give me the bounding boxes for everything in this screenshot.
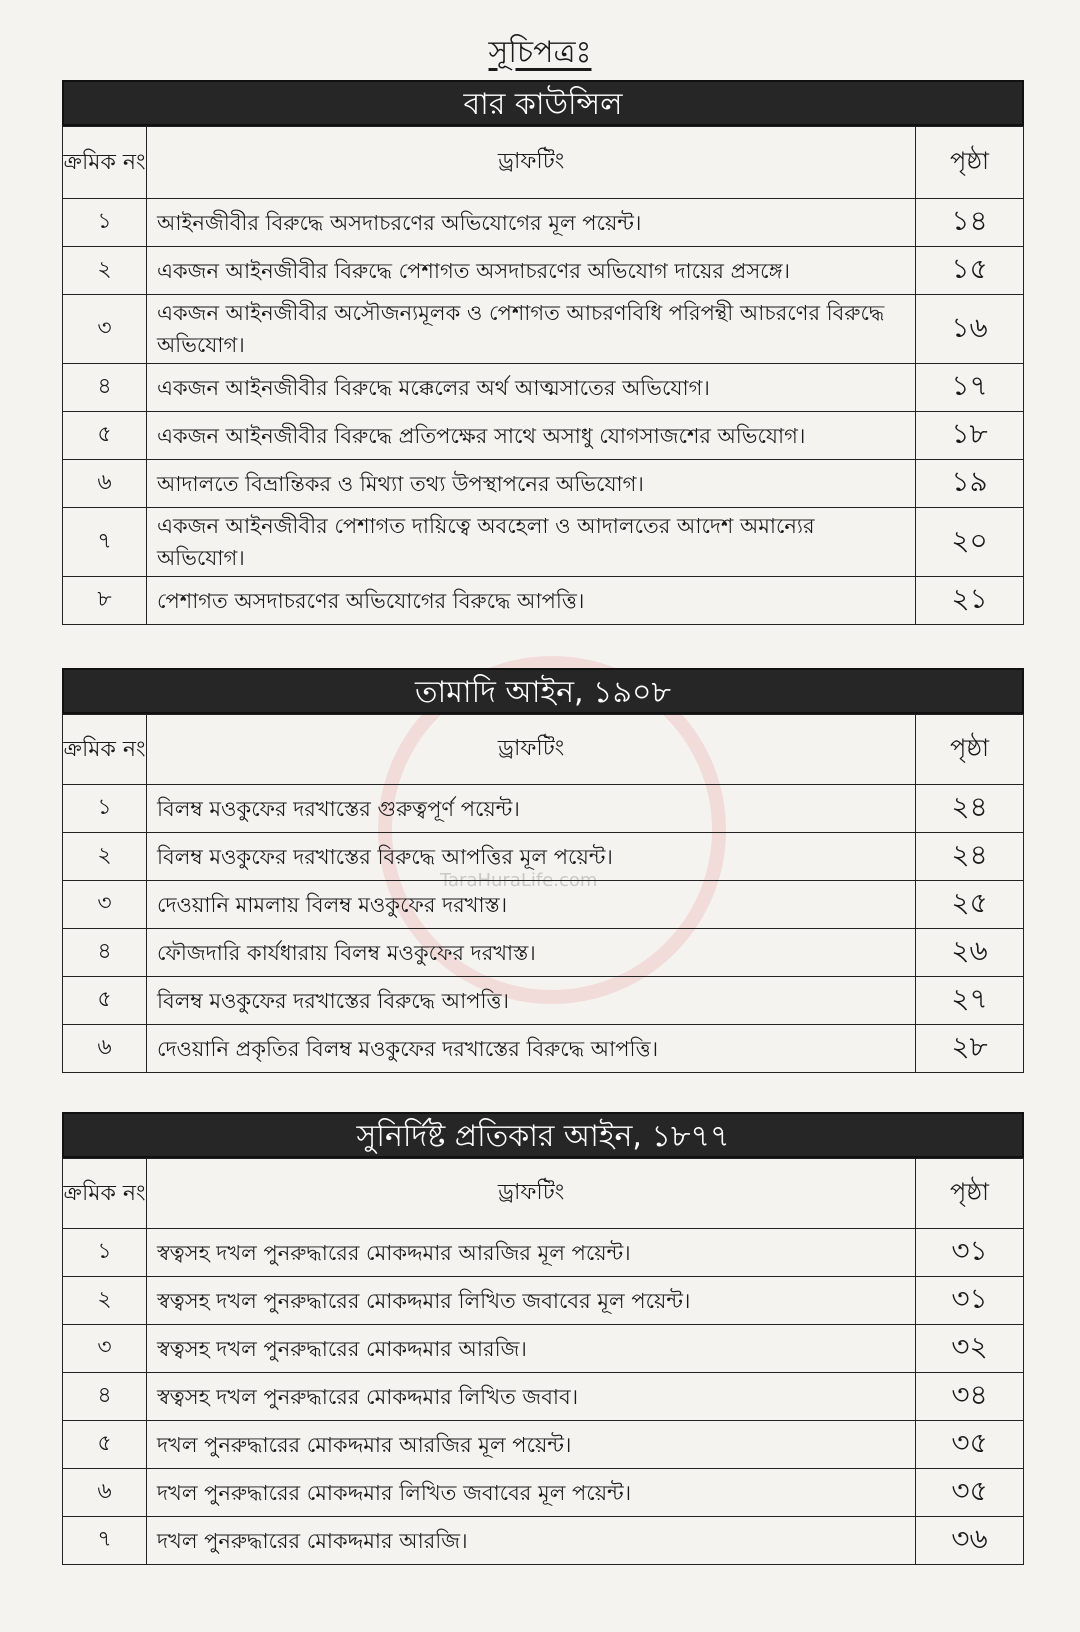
row-serial: ৫ bbox=[63, 1421, 147, 1469]
row-serial: ৭ bbox=[63, 1517, 147, 1565]
row-page: ২৭ bbox=[916, 977, 1024, 1025]
row-title: স্বত্বসহ দখল পুনরুদ্ধারের মোকদ্দমার আরজি। bbox=[147, 1325, 916, 1373]
table-row bbox=[63, 1469, 1024, 1517]
row-page: ৩৪ bbox=[916, 1373, 1024, 1421]
row-serial: ৬ bbox=[63, 1025, 147, 1073]
row-title: পেশাগত অসদাচরণের অভিযোগের বিরুদ্ধে আপত্তি। bbox=[147, 577, 916, 625]
row-page: ২৫ bbox=[916, 881, 1024, 929]
table-row bbox=[63, 1373, 1024, 1421]
row-title: একজন আইনজীবীর পেশাগত দায়িত্বে অবহেলা ও আদালতের আদেশ অমান্যের অভিযোগ। bbox=[147, 508, 916, 577]
row-title: বিলম্ব মওকুফের দরখাস্তের বিরুদ্ধে আপত্তি। bbox=[147, 977, 916, 1025]
row-page: ২০ bbox=[916, 508, 1024, 577]
row-serial: ৭ bbox=[63, 508, 147, 577]
table-row bbox=[63, 412, 1024, 460]
row-page: ১৮ bbox=[916, 412, 1024, 460]
row-title: আইনজীবীর বিরুদ্ধে অসদাচরণের অভিযোগের মূল পয়েন্ট। bbox=[147, 199, 916, 247]
row-serial: ৬ bbox=[63, 1469, 147, 1517]
table-header-row bbox=[63, 127, 1024, 199]
header-drafting: ড্রাফটিং bbox=[147, 1159, 916, 1229]
section-title: তামাদি আইন, ১৯০৮ bbox=[62, 668, 1024, 714]
row-title: একজন আইনজীবীর বিরুদ্ধে পেশাগত অসদাচরণের অভিযোগ দায়ের প্রসঙ্গে। bbox=[147, 247, 916, 295]
row-serial: ৬ bbox=[63, 460, 147, 508]
table-row bbox=[63, 1277, 1024, 1325]
row-serial: ৫ bbox=[63, 412, 147, 460]
row-serial: ৪ bbox=[63, 364, 147, 412]
table-row bbox=[63, 1325, 1024, 1373]
table-row bbox=[63, 199, 1024, 247]
table-row bbox=[63, 1421, 1024, 1469]
row-serial: ২ bbox=[63, 833, 147, 881]
row-serial: ২ bbox=[63, 247, 147, 295]
row-serial: ৪ bbox=[63, 1373, 147, 1421]
row-page: ১৭ bbox=[916, 364, 1024, 412]
row-page: ২১ bbox=[916, 577, 1024, 625]
table-row bbox=[63, 1517, 1024, 1565]
row-page: ২৪ bbox=[916, 833, 1024, 881]
row-title: দখল পুনরুদ্ধারের মোকদ্দমার আরজির মূল পয়েন্ট। bbox=[147, 1421, 916, 1469]
row-title: একজন আইনজীবীর বিরুদ্ধে মক্কেলের অর্থ আত্মসাতের অভিযোগ। bbox=[147, 364, 916, 412]
row-page: ১৪ bbox=[916, 199, 1024, 247]
table-row bbox=[63, 833, 1024, 881]
table-row bbox=[63, 881, 1024, 929]
row-title: দেওয়ানি মামলায় বিলম্ব মওকুফের দরখাস্ত। bbox=[147, 881, 916, 929]
row-serial: ১ bbox=[63, 1229, 147, 1277]
row-title: দখল পুনরুদ্ধারের মোকদ্দমার আরজি। bbox=[147, 1517, 916, 1565]
row-page: ৩২ bbox=[916, 1325, 1024, 1373]
row-page: ৩১ bbox=[916, 1277, 1024, 1325]
row-serial: ৩ bbox=[63, 295, 147, 364]
row-serial: ৫ bbox=[63, 977, 147, 1025]
row-serial: ১ bbox=[63, 199, 147, 247]
table-header-row bbox=[63, 1159, 1024, 1229]
row-serial: ৮ bbox=[63, 577, 147, 625]
watermark-text: TaraHuraLife.com bbox=[440, 870, 598, 891]
table-row bbox=[63, 247, 1024, 295]
header-page: পৃষ্ঠা bbox=[916, 715, 1024, 785]
row-page: ২৮ bbox=[916, 1025, 1024, 1073]
header-serial: ক্রমিক নং bbox=[63, 1159, 147, 1229]
row-title: দেওয়ানি প্রকৃতির বিলম্ব মওকুফের দরখাস্তের বিরুদ্ধে আপত্তি। bbox=[147, 1025, 916, 1073]
table-header-row bbox=[63, 715, 1024, 785]
row-serial: ৩ bbox=[63, 881, 147, 929]
header-page: পৃষ্ঠা bbox=[916, 1159, 1024, 1229]
row-page: ৩৫ bbox=[916, 1469, 1024, 1517]
row-serial: ২ bbox=[63, 1277, 147, 1325]
row-page: ৩৬ bbox=[916, 1517, 1024, 1565]
toc-table bbox=[62, 126, 1024, 625]
table-row bbox=[63, 785, 1024, 833]
table-row bbox=[63, 929, 1024, 977]
row-serial: ৩ bbox=[63, 1325, 147, 1373]
row-page: ২৬ bbox=[916, 929, 1024, 977]
section-bar-council bbox=[62, 80, 1024, 625]
section-limitation-act bbox=[62, 668, 1024, 1073]
row-page: ৩১ bbox=[916, 1229, 1024, 1277]
row-title: আদালতে বিভ্রান্তিকর ও মিথ্যা তথ্য উপস্থাপনের অভিযোগ। bbox=[147, 460, 916, 508]
row-title: দখল পুনরুদ্ধারের মোকদ্দমার লিখিত জবাবের মূল পয়েন্ট। bbox=[147, 1469, 916, 1517]
table-row bbox=[63, 508, 1024, 577]
row-page: ১৯ bbox=[916, 460, 1024, 508]
row-page: ২৪ bbox=[916, 785, 1024, 833]
row-title: স্বত্বসহ দখল পুনরুদ্ধারের মোকদ্দমার লিখিত জবাবের মূল পয়েন্ট। bbox=[147, 1277, 916, 1325]
header-page: পৃষ্ঠা bbox=[916, 127, 1024, 199]
table-row bbox=[63, 577, 1024, 625]
table-row bbox=[63, 460, 1024, 508]
header-drafting: ড্রাফটিং bbox=[147, 127, 916, 199]
table-row bbox=[63, 295, 1024, 364]
row-title: বিলম্ব মওকুফের দরখাস্তের গুরুত্বপূর্ণ পয়েন্ট। bbox=[147, 785, 916, 833]
row-title: স্বত্বসহ দখল পুনরুদ্ধারের মোকদ্দমার লিখিত জবাব। bbox=[147, 1373, 916, 1421]
section-title: সুনির্দিষ্ট প্রতিকার আইন, ১৮৭৭ bbox=[62, 1112, 1024, 1158]
page-title bbox=[0, 28, 1080, 79]
table-row bbox=[63, 1229, 1024, 1277]
page-title-text: সূচিপত্রঃ bbox=[488, 35, 592, 70]
toc-table bbox=[62, 1158, 1024, 1565]
table-row bbox=[63, 364, 1024, 412]
row-page: ১৫ bbox=[916, 247, 1024, 295]
table-row bbox=[63, 1025, 1024, 1073]
table-row bbox=[63, 977, 1024, 1025]
section-title: বার কাউন্সিল bbox=[62, 80, 1024, 126]
toc-table bbox=[62, 714, 1024, 1073]
row-title: বিলম্ব মওকুফের দরখাস্তের বিরুদ্ধে আপত্তির মূল পয়েন্ট। bbox=[147, 833, 916, 881]
row-title: একজন আইনজীবীর বিরুদ্ধে প্রতিপক্ষের সাথে অসাধু যোগসাজশের অভিযোগ। bbox=[147, 412, 916, 460]
header-serial: ক্রমিক নং bbox=[63, 127, 147, 199]
header-drafting: ড্রাফটিং bbox=[147, 715, 916, 785]
row-page: ৩৫ bbox=[916, 1421, 1024, 1469]
row-serial: ৪ bbox=[63, 929, 147, 977]
row-serial: ১ bbox=[63, 785, 147, 833]
section-specific-relief-act bbox=[62, 1112, 1024, 1565]
header-serial: ক্রমিক নং bbox=[63, 715, 147, 785]
row-title: ফৌজদারি কার্যধারায় বিলম্ব মওকুফের দরখাস্ত। bbox=[147, 929, 916, 977]
row-page: ১৬ bbox=[916, 295, 1024, 364]
row-title: স্বত্বসহ দখল পুনরুদ্ধারের মোকদ্দমার আরজির মূল পয়েন্ট। bbox=[147, 1229, 916, 1277]
row-title: একজন আইনজীবীর অসৌজন্যমূলক ও পেশাগত আচরণবিধি পরিপন্থী আচরণের বিরুদ্ধে অভিযোগ। bbox=[147, 295, 916, 364]
